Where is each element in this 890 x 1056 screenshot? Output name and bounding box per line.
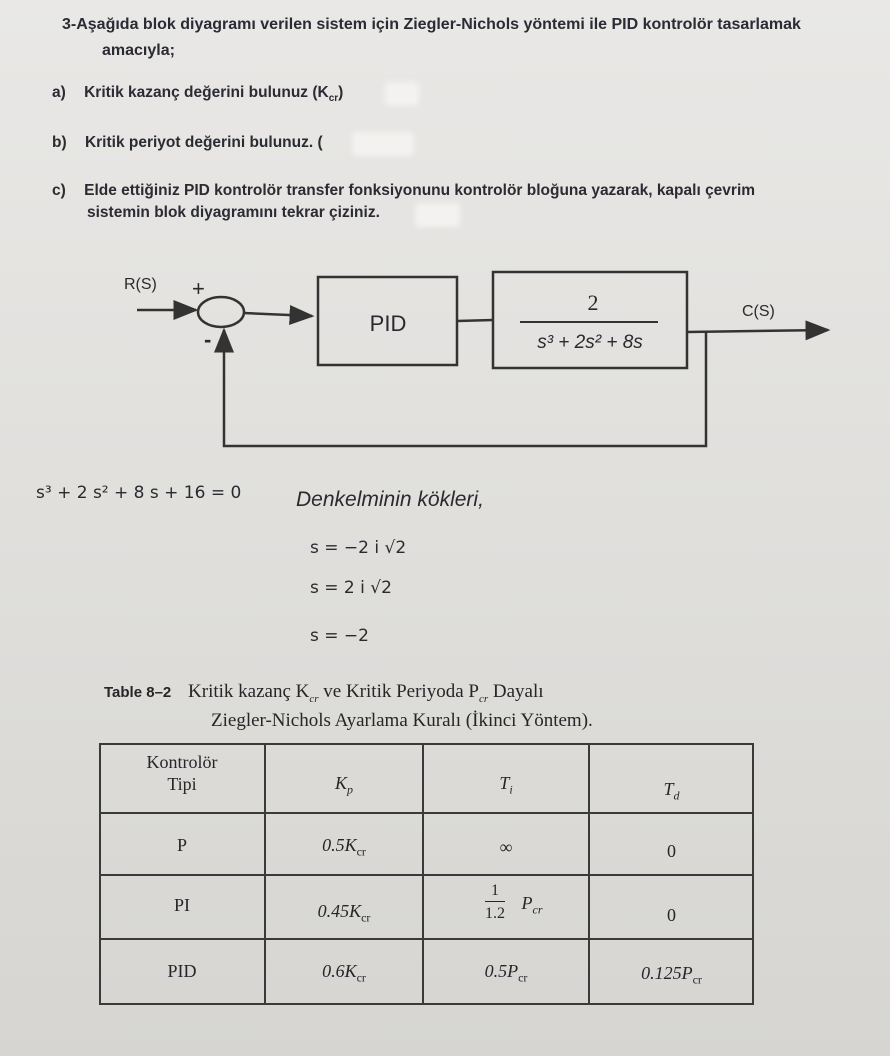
item-a-close: ) [338,84,344,101]
header-type-line1: Kontrolör [146,752,218,772]
item-c-marker: c) [52,182,66,199]
output-label: C(S) [742,303,775,320]
row-pi-kp [265,901,423,926]
plant-denominator: s³ + 2s² + 8s [537,332,643,353]
question-title-line2: amacıyla; [102,42,175,59]
table-caption [104,681,593,732]
row-p-kp-value: 0.5K [322,835,357,855]
header-kp [265,773,423,798]
item-c-line1: Elde ettiğiniz PID kontrolör transfer fonksiyonunu kontrolör bloğuna yazarak, kapalı çevrim [84,182,756,199]
plant-block [493,272,687,368]
item-b-text: Kritik periyot değerini bulunuz. ( [84,134,323,151]
row-pid-ti-value: 0.5P [484,961,519,981]
item-b [52,134,323,152]
input-label: R(S) [124,276,157,293]
summing-plus: + [192,276,205,301]
pid-block-label: PID [369,311,407,336]
row-p-kp [265,835,423,860]
question-title-line1: 3-Aşağıda blok diyagramı verilen sistem için Ziegler-Nichols yöntemi ile PID kontrolör tasarlamak [62,16,801,33]
item-a-sub: cr [328,93,339,105]
header-kp-sub: p [347,782,353,797]
header-type-line2: Tipi [167,774,197,794]
summing-minus: - [204,327,212,352]
header-ti [423,773,589,798]
header-type [99,751,265,795]
summing-junction [198,297,244,327]
root-1: s = −2 i √2 [310,538,407,558]
row-pi-ti-denominator: 1.2 [485,901,505,924]
root-2: s = 2 i √2 [310,578,392,598]
row-pi-ti-numerator: 1 [491,882,499,899]
header-ti-sub: i [509,782,513,797]
row-pi-kp-sub: cr [361,910,371,925]
block-diagram [0,250,890,470]
row-pid-ti-sub: cr [518,970,528,985]
header-kp-symbol: K [334,773,347,793]
table-caption-mid: ve Kritik Periyoda P [318,681,479,702]
table-caption-label: Table 8–2 [104,684,172,701]
redaction-smudge [352,132,414,156]
row-pid-type: PID [167,961,197,981]
row-pi-ti-fraction [475,881,515,924]
row-pi-ti-sub: cr [532,902,543,917]
row-p-kp-sub: cr [356,844,366,859]
roots-heading: Denkelminin kökleri, [296,488,484,511]
row-pid-td [589,963,754,988]
row-pid-ti [423,961,589,986]
question-title [62,12,862,64]
control-signal-line [457,320,493,321]
item-b-marker: b) [52,134,67,151]
row-pi-td: 0 [667,905,676,925]
error-arrow [244,313,312,316]
redaction-smudge [415,203,460,227]
row-pid-kp [265,961,423,986]
header-td [589,779,754,804]
header-ti-symbol: T [499,773,510,793]
table-caption-sub1: cr [309,692,319,705]
redaction-smudge [385,82,419,106]
row-p-ti: ∞ [499,837,513,857]
table-caption-line2: Ziegler-Nichols Ayarlama Kuralı (İkinci Yöntem). [211,709,593,731]
row-pi-ti-symbol: P [521,893,533,913]
row-pi-ti [512,893,552,918]
item-c-line2: sistemin blok diyagramını tekrar çiziniz. [87,204,380,221]
characteristic-equation: s³ + 2 s² + 8 s + 16 = 0 [36,483,242,503]
item-a-marker: a) [52,84,66,101]
row-pid-kp-value: 0.6K [322,961,357,981]
row-pid-td-sub: cr [692,972,702,987]
header-td-sub: d [673,788,680,803]
table-caption-sub2: cr [478,692,489,705]
row-pi-kp-value: 0.45K [317,901,362,921]
item-a [52,84,343,104]
table-caption-line1: Kritik kazanç K [188,681,310,702]
item-a-text: Kritik kazanç değerini bulunuz (K [84,84,329,101]
table-caption-end: Dayalı [488,681,544,702]
row-pid-td-value: 0.125P [641,963,693,983]
row-pid-kp-sub: cr [356,970,366,985]
output-arrow [687,330,828,332]
plant-numerator: 2 [587,290,599,315]
row-p-td: 0 [667,841,676,861]
row-pi-type: PI [173,895,190,915]
root-3: s = −2 [310,626,369,646]
header-td-symbol: T [663,779,674,799]
ziegler-nichols-table [99,743,754,1005]
row-p-type: P [176,835,187,855]
